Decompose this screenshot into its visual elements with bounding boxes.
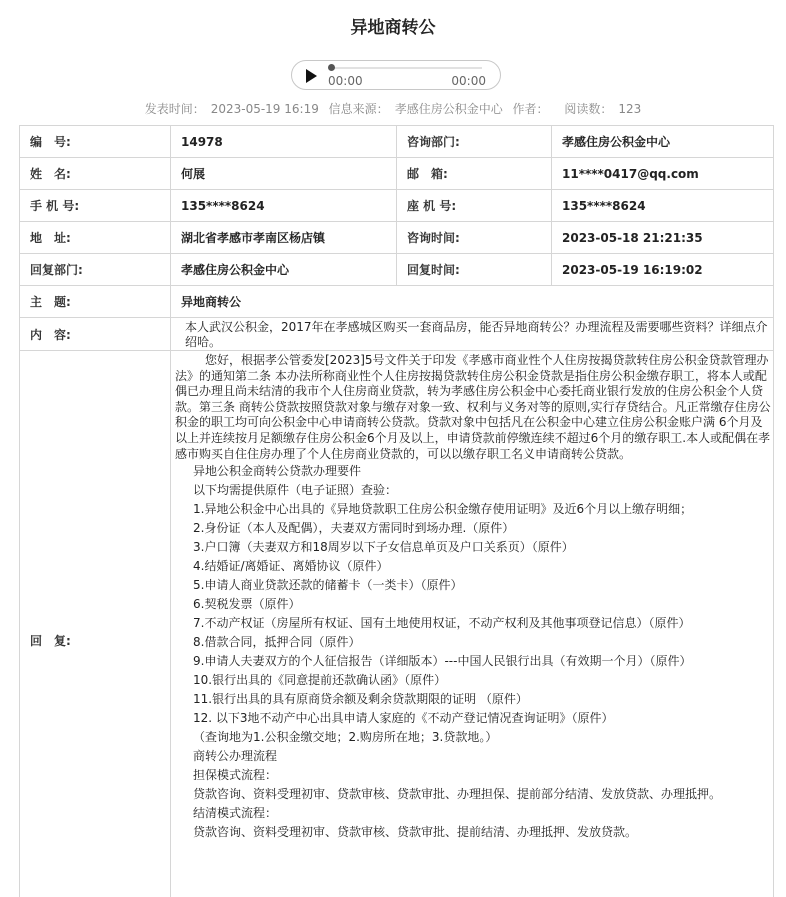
reply-line: 1.异地公积金中心出具的《异地贷款职工住房公积金缴存使用证明》及近6个月以上缴存明细；: [193, 502, 693, 517]
reply-dept-value: 孝感住房公积金中心: [171, 254, 397, 286]
table-row: [20, 222, 774, 254]
reply-line: 异地公积金商转公贷款办理要件: [193, 464, 362, 479]
reply-line: 9.申请人夫妻双方的个人征信报告（详细版本）---中国人民银行出具（有效期一个月）（原件）: [193, 654, 692, 669]
reply-line: 12. 以下3地不动产中心出具申请人家庭的《不动产登记情况查询证明》（原件）: [193, 711, 614, 726]
reply-line: 7.不动产权证（房屋所有权证、国有土地使用权证，不动产权利及其他事项登记信息）（原件）: [193, 616, 691, 631]
audio-progress-knob[interactable]: [328, 64, 335, 71]
mobile-value: 135****8624: [171, 190, 397, 222]
publish-time-label: 发表时间：: [144, 102, 205, 116]
reply-line: 贷款咨询、资料受理初审、贷款审核、贷款审批、办理担保、提前部分结清、发放贷款、办理抵押。: [193, 787, 722, 802]
audio-duration: 00:00: [451, 74, 486, 88]
phone-label: 座 机 号:: [397, 190, 552, 222]
reply-line: 11.银行出具的具有原商贷余额及剩余贷款期限的证明 （原件）: [193, 692, 528, 707]
reply-line: 2.身份证（本人及配偶），夫妻双方需同时到场办理.（原件）: [193, 521, 515, 536]
reply-line: 8.借款合同，抵押合同（原件）: [193, 635, 361, 650]
reply-line: 贷款咨询、资料受理初审、贷款审核、贷款审批、提前结清、办理抵押、发放贷款。: [193, 825, 638, 840]
phone-value: 135****8624: [552, 190, 774, 222]
table-row: [20, 286, 774, 318]
reply-line: 6.契税发票（原件）: [193, 597, 301, 612]
table-row: [20, 351, 774, 897]
views-label: 阅读数：: [564, 102, 613, 116]
source-label: 信息来源：: [328, 102, 389, 116]
reply-paragraph: 您好，根据孝公管委发[2023]5号文件关于印发《孝感市商业性个人住房按揭贷款转住房公积金贷款管理办法》的通知第二条 本办法所称商业性个人住房按揭贷款转住房公积金贷款是指住房公积金缴存职工，将本人或配偶已办理且尚未结清的我市个人住房商业贷款，转为孝感住房公积金中心委托商业银行发放的住房公积金个人贷款。第三条 商转公贷款按照贷款对象与缴存对象一致、权利与义务对等的原则,实行存贷结合。凡正常缴存住房公积金的职工均可向公积金中心申请商转公贷款。贷款对象中包括凡在公积金中心建立住房公积金账户满 6个月及以上并连续按月足额缴存住房公积金6个月及以上，申请贷款前停缴连续不超过6个月的缴存职工.本人或配偶在孝感市购买自住住房办理了个人住房商业贷款的，可以以缴存职工名义申请商转公贷款。: [175, 353, 771, 461]
subject-label: 主 题:: [20, 286, 171, 318]
consult-time-label: 咨询时间:: [397, 222, 552, 254]
play-icon[interactable]: [306, 69, 317, 83]
name-label: 姓 名:: [20, 158, 171, 190]
email-label: 邮 箱:: [397, 158, 552, 190]
reply-line: 5.申请人商业贷款还款的储蓄卡（一类卡）（原件）: [193, 578, 463, 593]
table-row: [20, 158, 774, 190]
page-title: 异地商转公: [350, 18, 436, 38]
article-meta: [0, 100, 786, 117]
views-count: 123: [618, 102, 642, 116]
mobile-label: 手 机 号:: [20, 190, 171, 222]
table-row: [20, 254, 774, 286]
reply-line: 4.结婚证/离婚证、离婚协议（原件）: [193, 559, 389, 574]
consultation-table: [19, 125, 774, 897]
reply-time-label: 回复时间:: [397, 254, 552, 286]
email-value: 11****0417@qq.com: [552, 158, 774, 190]
dept-value: 孝感住房公积金中心: [552, 126, 774, 158]
subject-value: 异地商转公: [171, 286, 774, 318]
table-row: [20, 318, 774, 351]
table-row: [20, 126, 774, 158]
number-value: 14978: [171, 126, 397, 158]
audio-player: [291, 60, 501, 90]
table-row: [20, 190, 774, 222]
reply-list: [171, 462, 773, 842]
number-label: 编 号:: [20, 126, 171, 158]
audio-current-time: 00:00: [328, 74, 363, 88]
source: 孝感住房公积金中心: [394, 102, 503, 116]
name-value: 何展: [171, 158, 397, 190]
content-value: 本人武汉公积金，2017年在孝感城区购买一套商品房，能否异地商转公？办理流程及需要哪些资料？详细点介绍哈。: [171, 318, 774, 351]
reply-body: [171, 351, 774, 897]
reply-line: 担保模式流程：: [193, 768, 278, 783]
dept-label: 咨询部门:: [397, 126, 552, 158]
consult-time-value: 2023-05-18 21:21:35: [552, 222, 774, 254]
reply-line: 3.户口簿（夫妻双方和18周岁以下子女信息单页及户口关系页）（原件）: [193, 540, 574, 555]
address-value: 湖北省孝感市孝南区杨店镇: [171, 222, 397, 254]
reply-line: 结清模式流程：: [193, 806, 278, 821]
author-label: 作者：: [512, 102, 549, 116]
audio-progress-track[interactable]: [330, 67, 482, 69]
reply-label: 回 复:: [20, 351, 171, 897]
reply-dept-label: 回复部门:: [20, 254, 171, 286]
reply-line: 商转公办理流程: [193, 749, 278, 764]
reply-time-value: 2023-05-19 16:19:02: [552, 254, 774, 286]
reply-line: （查询地为1.公积金缴交地；2.购房所在地；3.贷款地。）: [193, 730, 498, 745]
publish-time: 2023-05-19 16:19: [210, 102, 319, 116]
reply-line: 以下均需提供原件（电子证照）查验：: [193, 483, 398, 498]
reply-line: 10.银行出具的《同意提前还款确认函》（原件）: [193, 673, 447, 688]
address-label: 地 址:: [20, 222, 171, 254]
content-label: 内 容:: [20, 318, 171, 351]
